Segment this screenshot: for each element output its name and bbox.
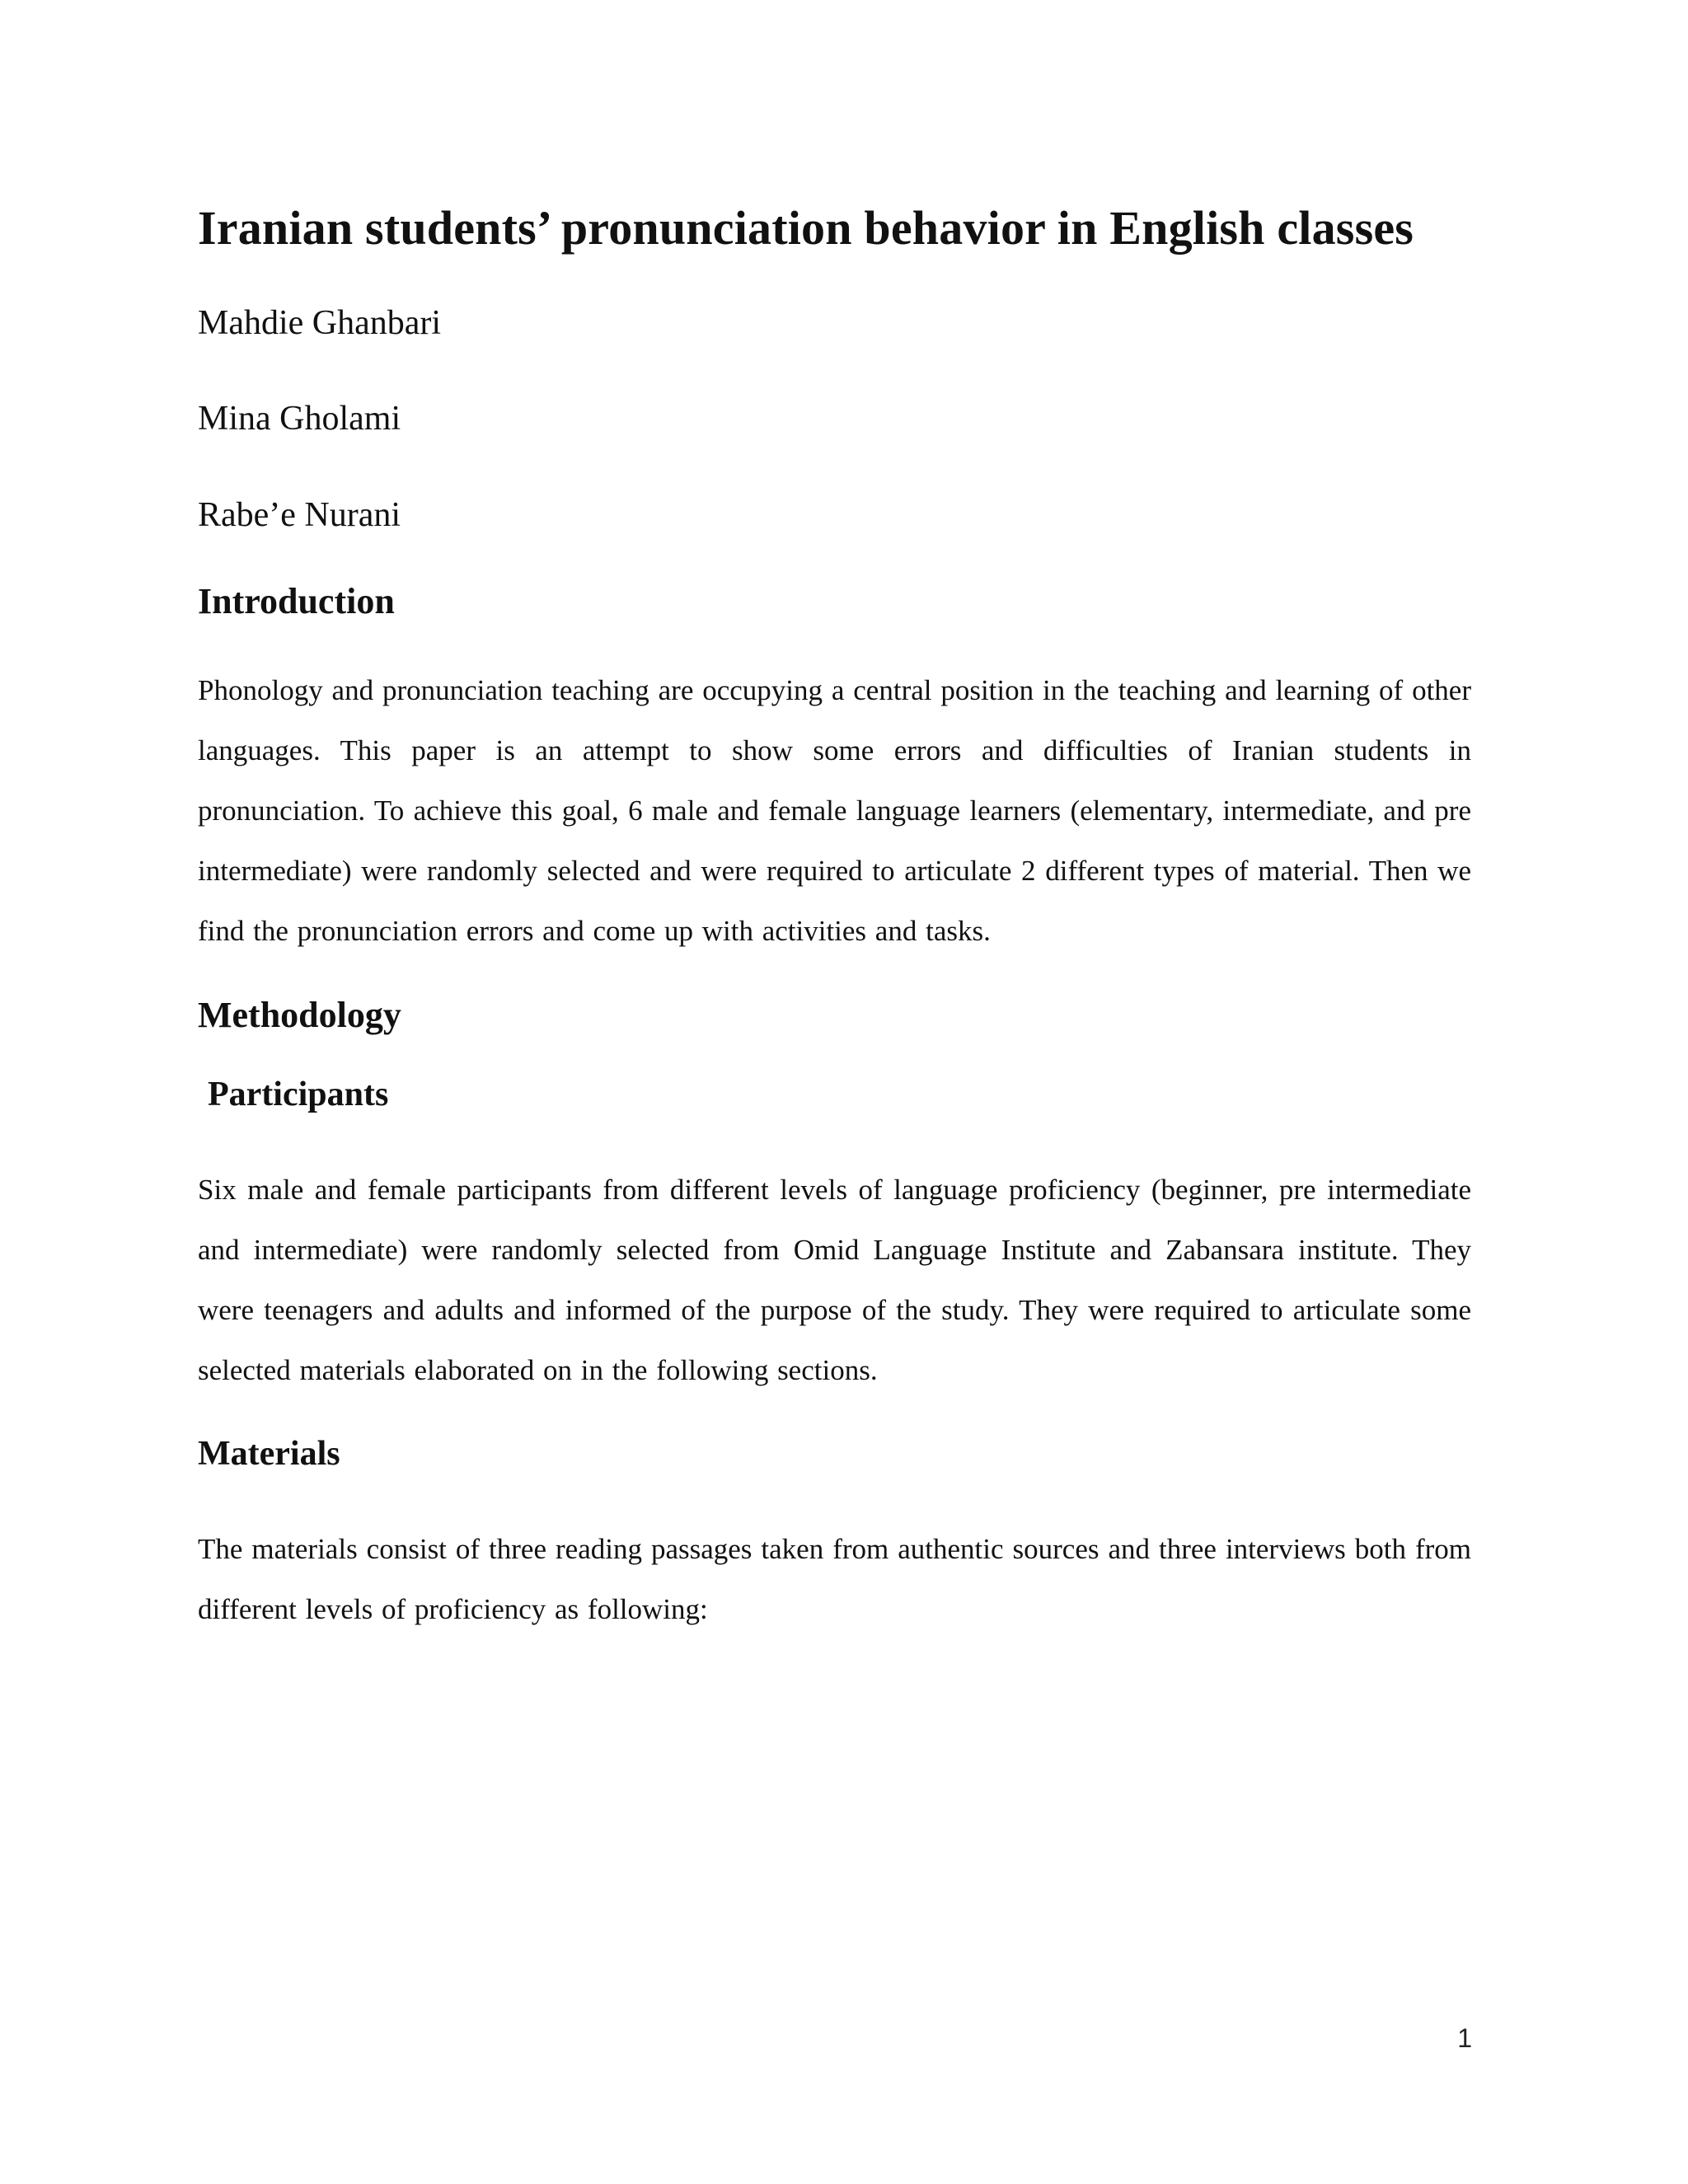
- materials-paragraph: The materials consist of three reading passages taken from authentic sources and three interviews both from different levels of proficiency as following:: [198, 1533, 1471, 1626]
- materials-heading: Materials: [198, 1434, 340, 1473]
- author-1: Mahdie Ghanbari: [198, 303, 442, 342]
- participants-paragraph: Six male and female participants from different levels of language proficiency (beginner, pre intermediate and intermediate) were randomly selected from Omid Language Institute and Zabansara institute. They were teenagers and adults and informed of the purpose of the study. They were required to articulate some selected materials elaborated on in the following sections.: [198, 1173, 1471, 1386]
- paper-title: Iranian students’ pronunciation behavior in English classes: [198, 201, 1414, 255]
- author-2: Mina Gholami: [198, 400, 401, 438]
- introduction-heading: Introduction: [198, 580, 395, 621]
- participants-heading: Participants: [208, 1075, 389, 1113]
- page-number: 1: [1457, 2023, 1472, 2053]
- page-content: [198, 202, 1471, 1672]
- author-3: Rabe’e Nurani: [198, 495, 401, 534]
- methodology-heading: Methodology: [198, 994, 401, 1035]
- introduction-paragraph: Phonology and pronunciation teaching are occupying a central position in the teaching and learning of other languages. This paper is an attempt to show some errors and difficulties of Iranian students in pronunciation. To achieve this goal, 6 male and female language learners (elementary, intermediate, and pre intermediate) were randomly selected and were required to articulate 2 different types of material. Then we find the pronunciation errors and come up with activities and tasks.: [198, 673, 1471, 947]
